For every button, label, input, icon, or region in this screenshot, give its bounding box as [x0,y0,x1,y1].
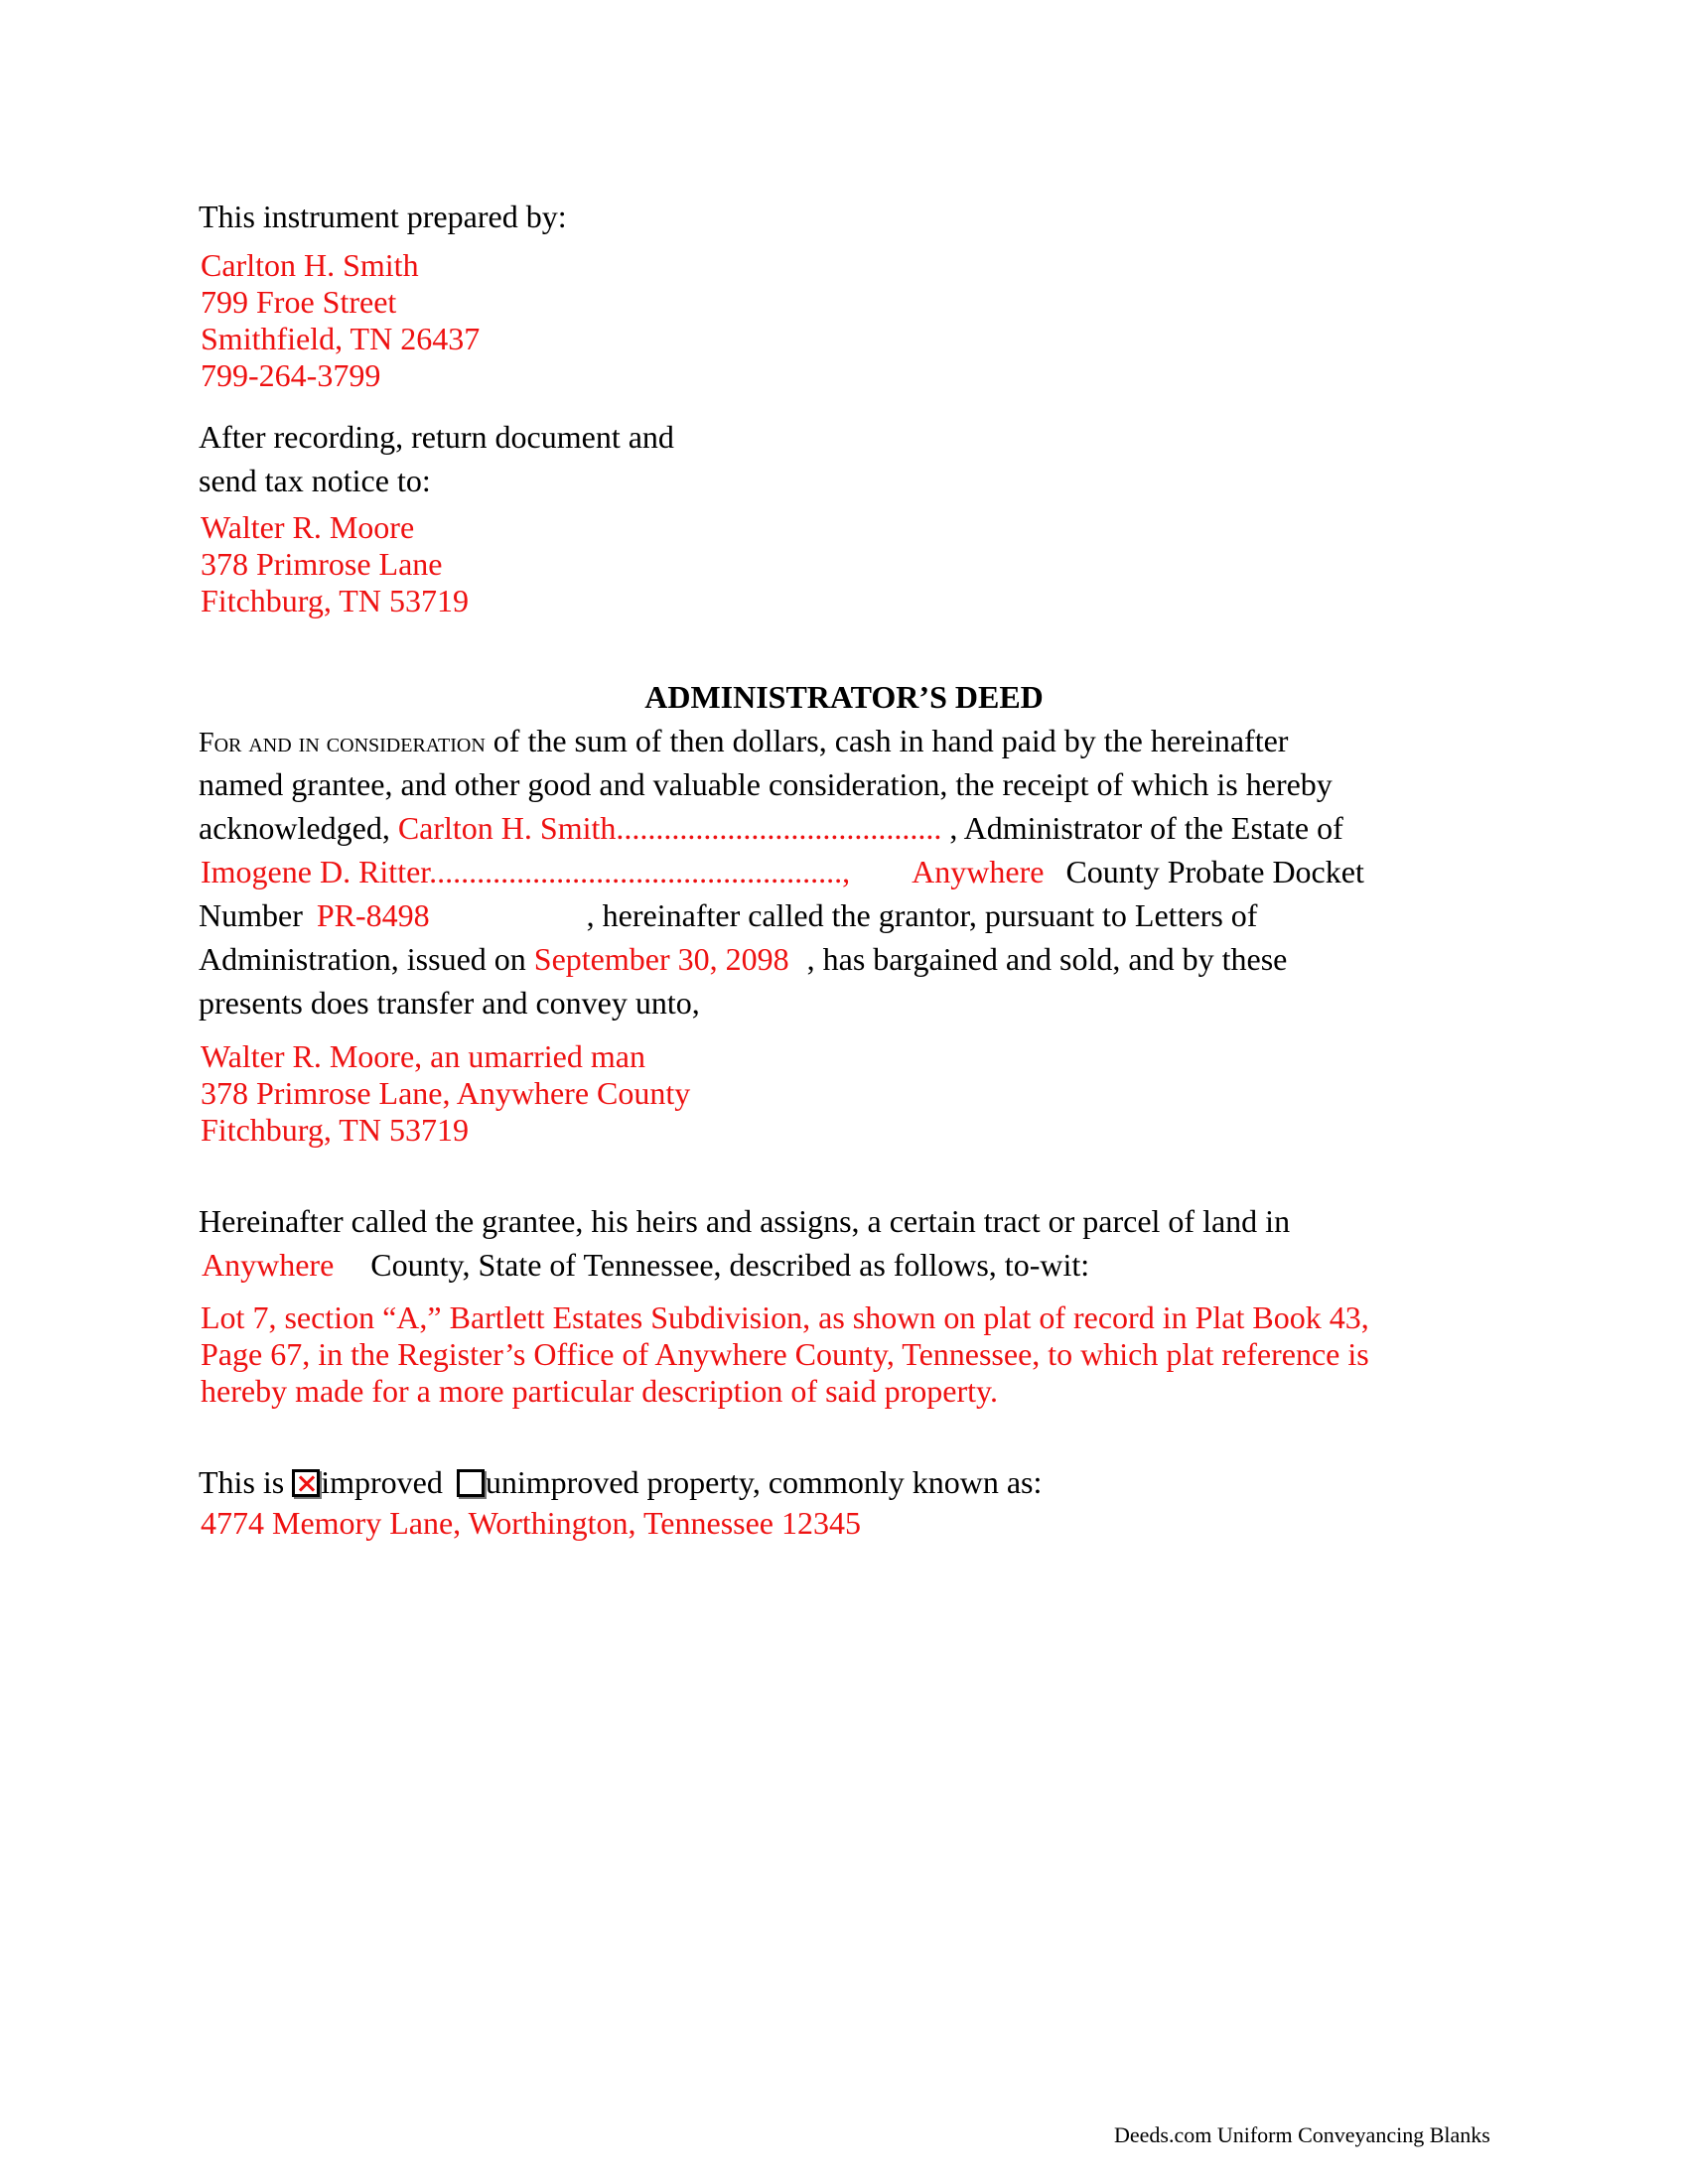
property-type-line [199,1464,1042,1501]
grantee-block [201,1038,690,1149]
deed-title: ADMINISTRATOR’S DEED [644,679,1044,715]
consideration-line-7: presents does transfer and convey unto, [199,985,700,1021]
bargained-text: , has bargained and sold, and by these [798,941,1288,977]
grantee-line-1: Walter R. Moore, an umarried man [201,1038,645,1074]
acknowledged-text: acknowledged, [199,810,398,846]
consideration-line-1-text: of the sum of then dollars, cash in hand paid by the hereinafter [485,723,1289,758]
number-label: Number [199,897,311,933]
unimproved-checkbox[interactable] [457,1469,485,1497]
docket-number: PR-8498 [316,897,430,933]
probate-county: Anywhere [912,854,1045,889]
consideration-line-6 [199,941,1287,978]
this-is-text: This is [199,1464,293,1500]
return-label-line2: send tax notice to: [199,463,431,498]
grantee-line-3: Fitchburg, TN 53719 [201,1112,469,1148]
parcel-line-1: Hereinafter called the grantee, his heirs and assigns, a certain tract or parcel of land in [199,1203,1291,1239]
administrator-of-text: , Administrator of the Estate of [941,810,1343,846]
consideration-line-1 [199,723,1288,759]
improved-checkbox[interactable] [292,1469,320,1497]
return-label [199,415,674,502]
return-to-name: Walter R. Moore [201,509,415,545]
decedent-name: Imogene D. Ritter...................................................., [201,854,851,889]
unimproved-label: unimproved property, commonly known as: [485,1464,1043,1500]
preparer-street: 799 Froe Street [201,284,397,320]
consideration-line-2: named grantee, and other good and valuable consideration, the receipt of which is hereby [199,766,1333,802]
preparer-block [201,247,480,394]
state-described-text: County, State of Tennessee, described as follows, to-wit: [370,1247,1090,1283]
footer-text: Deeds.com Uniform Conveyancing Blanks [1114,2122,1490,2147]
consideration-line-4 [199,854,1364,890]
legal-line-2: Page 67, in the Register’s Office of Anywhere County, Tennessee, to which plat reference is [201,1336,1369,1372]
county-probate-text: County Probate Docket [1065,854,1364,889]
return-to-city: Fitchburg, TN 53719 [201,583,469,618]
consideration-line-5 [199,897,1257,934]
parcel-line-2 [199,1247,1089,1284]
legal-line-1: Lot 7, section “A,” Bartlett Estates Subdivision, as shown on plat of record in Plat Book 43, [201,1299,1369,1335]
return-to-street: 378 Primrose Lane [201,546,443,582]
issue-date: September 30, 2098 [533,941,789,977]
property-county: Anywhere [202,1247,335,1283]
legal-description [201,1299,1369,1410]
property-address: 4774 Memory Lane, Worthington, Tennessee 12345 [201,1505,861,1541]
grantor-text: , hereinafter called the grantor, pursuant to Letters of [586,897,1258,933]
legal-line-3: hereby made for a more particular description of said property. [201,1373,998,1409]
preparer-phone: 799-264-3799 [201,357,381,393]
preparer-city: Smithfield, TN 26437 [201,321,481,356]
administrator-name: Carlton H. Smith......................................... [397,810,942,846]
return-label-line1: After recording, return document and [199,419,674,455]
grantee-line-2: 378 Primrose Lane, Anywhere County [201,1075,691,1111]
improved-label: improved [321,1464,443,1500]
preparer-name: Carlton H. Smith [201,247,419,283]
consideration-line-3 [199,810,1343,847]
return-to-block [201,509,469,619]
consideration-lead: For and in consideration [199,728,486,758]
administration-text: Administration, issued on [199,941,534,977]
prepared-by-label: This instrument prepared by: [199,199,567,234]
